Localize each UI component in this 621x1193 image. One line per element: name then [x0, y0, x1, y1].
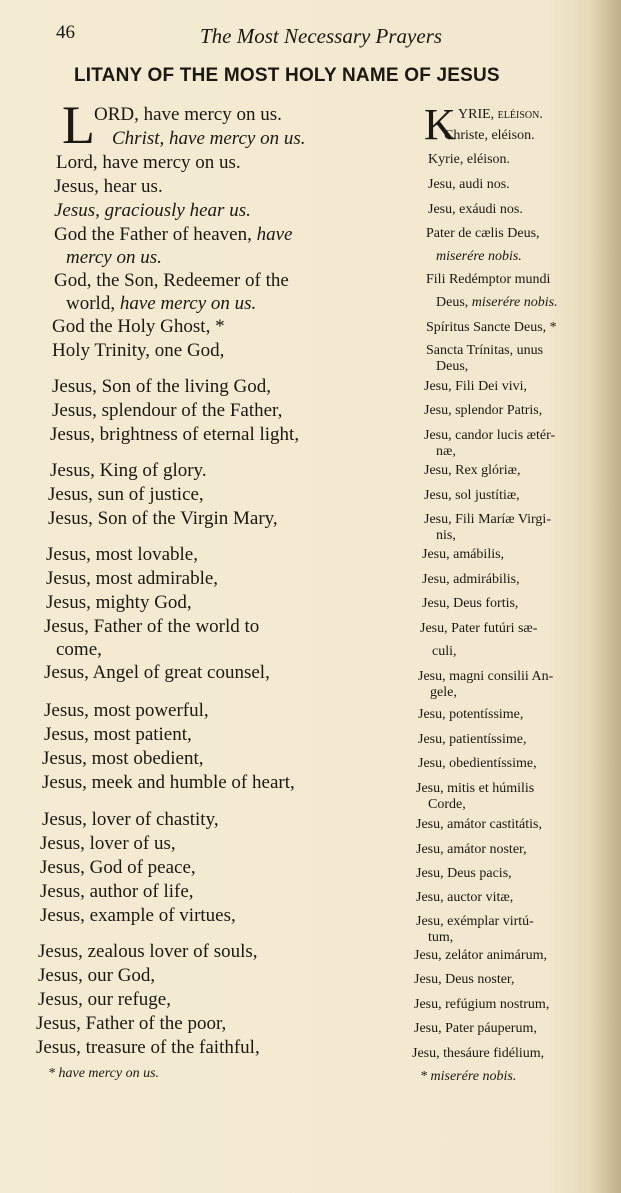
- latin-line: Spíritus Sancte Deus, *: [426, 320, 557, 335]
- latin-line: Jesu, mitis et húmilis: [416, 781, 535, 796]
- english-line: Jesus, mighty God,: [46, 592, 192, 613]
- english-line: Jesus, most patient,: [44, 724, 192, 745]
- latin-line: Jesu, Fili Maríæ Virgi-: [424, 512, 551, 527]
- latin-line: næ,: [436, 444, 456, 459]
- latin-line: Jesu, splendor Patris,: [424, 403, 543, 418]
- latin-line: Jesu, zelátor animárum,: [414, 948, 547, 963]
- footnote-english: * have mercy on us.: [48, 1066, 160, 1081]
- latin-line: Deus, miserére nobis.: [436, 295, 558, 310]
- latin-line: Jesu, Deus pacis,: [416, 866, 512, 881]
- latin-line: Jesu, Rex glóriæ,: [424, 463, 521, 478]
- latin-line: Sancta Trínitas, unus: [426, 343, 544, 358]
- latin-line: Pater de cælis Deus,: [426, 226, 540, 241]
- latin-line: Jesu, amátor castitátis,: [416, 817, 542, 832]
- latin-line: Jesu, Pater páuperum,: [414, 1021, 537, 1036]
- english-line: Jesus, Father of the poor,: [36, 1013, 227, 1034]
- footnote-latin: * miserére nobis.: [420, 1069, 517, 1084]
- latin-line: gele,: [430, 685, 457, 700]
- latin-line: Jesu, admirábilis,: [422, 572, 520, 587]
- english-line: Christ, have mercy on us.: [112, 128, 306, 149]
- latin-line: Jesu, audi nos.: [428, 177, 510, 192]
- english-line: Jesus, author of life,: [40, 881, 194, 902]
- english-line: world, have mercy on us.: [66, 293, 257, 314]
- english-line: Jesus, God of peace,: [40, 857, 196, 878]
- latin-line: Jesu, amábilis,: [422, 547, 505, 562]
- latin-line: Jesu, amátor noster,: [416, 842, 527, 857]
- english-line: Jesus, Angel of great counsel,: [44, 662, 270, 683]
- english-line: come,: [56, 639, 102, 660]
- english-line: mercy on us.: [66, 247, 162, 268]
- english-line: Lord, have mercy on us.: [56, 152, 241, 173]
- english-line: Jesus, example of virtues,: [40, 905, 236, 926]
- latin-line: Jesu, Deus fortis,: [422, 596, 519, 611]
- english-line: Jesus, most obedient,: [42, 748, 204, 769]
- english-line: God the Father of heaven, have: [54, 224, 293, 245]
- english-line: Jesus, King of glory.: [50, 460, 207, 481]
- english-line: Jesus, treasure of the faithful,: [36, 1037, 260, 1058]
- english-line: Jesus, Father of the world to: [44, 616, 260, 637]
- english-line: Jesus, sun of justice,: [48, 484, 204, 505]
- latin-line: Jesu, exémplar virtú-: [416, 914, 534, 929]
- english-line: Jesus, meek and humble of heart,: [42, 772, 295, 793]
- latin-line: Fili Redémptor mundi: [426, 272, 551, 287]
- dropcap-latin: K: [424, 100, 456, 149]
- latin-line: Jesu, potentíssime,: [418, 707, 524, 722]
- english-line: Jesus, lover of us,: [40, 833, 176, 854]
- latin-line: Christe, eléison.: [444, 128, 535, 143]
- latin-line: Jesu, sol justítiæ,: [424, 488, 520, 503]
- page-number: 46: [56, 22, 75, 43]
- latin-line: Jesu, Fili Dei vivi,: [424, 379, 528, 394]
- latin-line: Jesu, patientíssime,: [418, 732, 527, 747]
- latin-line: Deus,: [436, 359, 469, 374]
- english-line: Jesus, most lovable,: [46, 544, 198, 565]
- english-line: Jesus, Son of the Virgin Mary,: [48, 508, 278, 529]
- english-line: Jesus, Son of the living God,: [52, 376, 272, 397]
- english-line: Jesus, lover of chastity,: [42, 809, 219, 830]
- english-line: Holy Trinity, one God,: [52, 340, 225, 361]
- latin-line: Jesu, magni consilii An-: [418, 669, 554, 684]
- english-line: Jesus, splendour of the Father,: [52, 400, 283, 421]
- latin-line: tum,: [428, 930, 454, 945]
- english-line: Jesus, brightness of eternal light,: [50, 424, 300, 445]
- english-line: ORD, have mercy on us.: [94, 104, 282, 125]
- latin-line: Jesu, thesáure fidélium,: [412, 1046, 545, 1061]
- running-head: The Most Necessary Prayers: [200, 24, 443, 48]
- english-line: Jesus, graciously hear us.: [54, 200, 251, 221]
- litany-title: LITANY OF THE MOST HOLY NAME OF JESUS: [74, 65, 500, 86]
- english-line: Jesus, our refuge,: [38, 989, 171, 1010]
- latin-line: Corde,: [428, 797, 466, 812]
- english-line: Jesus, zealous lover of souls,: [38, 941, 258, 962]
- dropcap-english: L: [62, 95, 95, 155]
- english-line: Jesus, our God,: [38, 965, 156, 986]
- latin-line: miserére nobis.: [436, 249, 522, 264]
- latin-line: Jesu, obedientíssime,: [418, 756, 537, 771]
- english-line: Jesus, most admirable,: [46, 568, 219, 589]
- latin-line: Jesu, exáudi nos.: [428, 202, 523, 217]
- latin-line: YRIE, eléison.: [458, 107, 543, 122]
- latin-line: nis,: [436, 528, 456, 543]
- english-line: God the Holy Ghost, *: [52, 316, 225, 337]
- latin-line: Jesu, Pater futúri sæ-: [420, 621, 538, 636]
- latin-line: Jesu, Deus noster,: [414, 972, 515, 987]
- english-line: Jesus, most powerful,: [44, 700, 209, 721]
- latin-line: Kyrie, eléison.: [428, 152, 511, 167]
- english-line: God, the Son, Redeemer of the: [54, 270, 289, 291]
- latin-line: culi,: [432, 644, 457, 659]
- latin-line: Jesu, auctor vitæ,: [416, 890, 514, 905]
- english-line: Jesus, hear us.: [54, 176, 163, 197]
- latin-line: Jesu, refúgium nostrum,: [414, 997, 550, 1012]
- latin-line: Jesu, candor lucis ætér-: [424, 428, 556, 443]
